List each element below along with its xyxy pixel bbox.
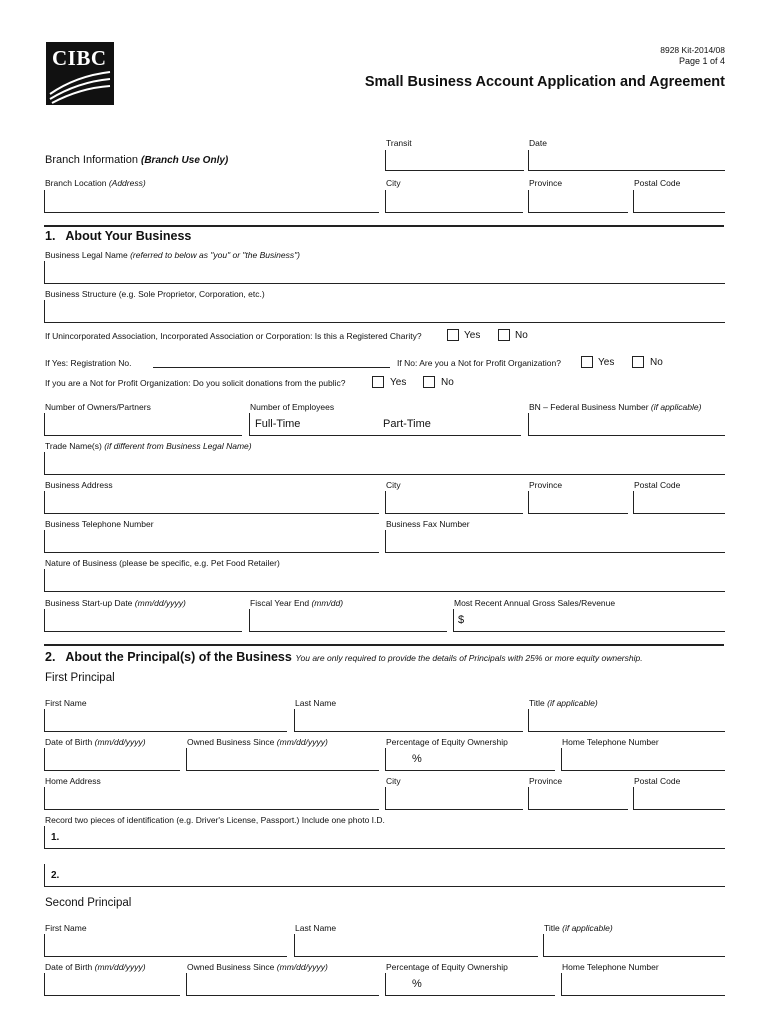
p2-first-name-field[interactable] <box>44 934 287 957</box>
nature-label: Nature of Business (please be specific, e.g. Pet Food Retailer) <box>45 558 280 568</box>
sales-label: Most Recent Annual Gross Sales/Revenue <box>454 598 616 608</box>
charity-no-label: No <box>515 330 528 341</box>
business-address-field[interactable] <box>44 491 379 514</box>
p2-first-name-label: First Name <box>45 923 87 933</box>
business-fax-field[interactable] <box>385 530 725 553</box>
p1-city-label: City <box>386 776 401 786</box>
p1-home-address-label: Home Address <box>45 776 101 786</box>
owners-label: Number of Owners/Partners <box>45 402 151 412</box>
p1-postal-field[interactable] <box>633 787 725 810</box>
p1-title-label <box>529 698 598 708</box>
p2-percent-sign: % <box>412 978 422 990</box>
full-time-label: Full-Time <box>255 418 301 430</box>
p1-owned-since-text: Owned Business Since <box>187 737 275 747</box>
p1-last-name-label: Last Name <box>295 698 337 708</box>
p2-dob-note: (mm/dd/yyyy) <box>94 962 146 972</box>
part-time-label: Part-Time <box>383 418 431 430</box>
donations-yes-label: Yes <box>390 377 407 388</box>
branch-heading <box>45 154 228 166</box>
legal-name-text: Business Legal Name <box>45 250 128 260</box>
p2-equity-label: Percentage of Equity Ownership <box>386 962 508 972</box>
structure-field[interactable] <box>44 300 725 323</box>
employees-label: Number of Employees <box>250 402 335 412</box>
bn-note: (if applicable) <box>650 402 702 412</box>
section-1-rule <box>44 225 724 227</box>
p1-owned-since-label <box>187 737 328 747</box>
p1-percent-sign: % <box>412 753 422 765</box>
donations-question: If you are a Not for Profit Organization: Do you solicit donations from the public? <box>45 378 346 388</box>
p1-id1-number: 1. <box>51 832 60 843</box>
p1-title-note: (if applicable) <box>547 698 598 708</box>
charity-question: If Unincorporated Association, Incorporated Association or Corporation: Is this a Registered Charity? <box>45 331 422 341</box>
branch-province-label: Province <box>529 178 563 188</box>
p2-dob-label <box>45 962 146 972</box>
section-1-title-text: About Your Business <box>65 229 192 243</box>
p1-dob-note: (mm/dd/yyyy) <box>94 737 146 747</box>
p1-home-phone-field[interactable] <box>561 748 725 771</box>
nature-field[interactable] <box>44 569 725 592</box>
charity-no-checkbox[interactable] <box>498 329 510 341</box>
donations-no-label: No <box>441 377 454 388</box>
p2-title-note: (if applicable) <box>562 923 613 933</box>
business-phone-field[interactable] <box>44 530 379 553</box>
p1-dob-label <box>45 737 146 747</box>
business-postal-field[interactable] <box>633 491 725 514</box>
logo-text: CIBC <box>52 46 107 70</box>
page-title: Small Business Account Application and Agreement <box>364 74 725 90</box>
section-2-number: 2. <box>45 650 56 664</box>
p1-postal-label: Postal Code <box>634 776 681 786</box>
fiscal-text: Fiscal Year End <box>250 598 310 608</box>
business-address-label: Business Address <box>45 480 113 490</box>
business-province-field[interactable] <box>528 491 628 514</box>
branch-location-note: (Address) <box>108 178 146 188</box>
p1-dob-text: Date of Birth <box>45 737 93 747</box>
structure-label: Business Structure (e.g. Sole Proprietor, Corporation, etc.) <box>45 289 265 299</box>
fiscal-field[interactable] <box>249 609 447 632</box>
section-1-number: 1. <box>45 229 56 243</box>
fiscal-label <box>250 598 343 608</box>
p2-owned-since-text: Owned Business Since <box>187 962 275 972</box>
trade-name-text: Trade Name(s) <box>45 441 102 451</box>
dollar-sign: $ <box>458 614 465 626</box>
p2-home-phone-label: Home Telephone Number <box>562 962 659 972</box>
legal-name-note: (referred to below as "you" or "the Business") <box>130 250 300 260</box>
startup-field[interactable] <box>44 609 242 632</box>
bn-label <box>529 402 701 412</box>
p2-title-text: Title <box>544 923 560 933</box>
charity-yes-label: Yes <box>464 330 481 341</box>
id-instructions: Record two pieces of identification (e.g. Driver's License, Passport.) Include one photo I.D. <box>45 815 385 825</box>
cibc-logo <box>46 42 114 105</box>
p2-owned-since-note: (mm/dd/yyyy) <box>276 962 328 972</box>
form-code: 8928 Kit-2014/08 <box>660 45 725 55</box>
p1-id1-field[interactable] <box>44 826 725 849</box>
branch-province-field[interactable] <box>528 190 628 213</box>
section-2-title-text: About the Principal(s) of the Business <box>65 650 292 664</box>
nfp-yes-label: Yes <box>598 357 615 368</box>
first-principal-heading: First Principal <box>45 672 115 684</box>
fiscal-note: (mm/dd) <box>311 598 344 608</box>
bn-text: BN – Federal Business Number <box>529 402 649 412</box>
nfp-no-label: No <box>650 357 663 368</box>
second-principal-heading: Second Principal <box>45 897 132 909</box>
branch-postal-field[interactable] <box>633 190 725 213</box>
section-2-title <box>45 650 643 664</box>
p2-home-phone-field[interactable] <box>561 973 725 996</box>
p2-dob-text: Date of Birth <box>45 962 93 972</box>
trade-name-field[interactable] <box>44 452 725 475</box>
transit-label: Transit <box>386 138 412 148</box>
p1-first-name-field[interactable] <box>44 709 287 732</box>
p1-id2-field[interactable] <box>44 864 725 887</box>
p1-owned-since-field[interactable] <box>186 748 379 771</box>
section-1-title <box>45 229 191 243</box>
p1-dob-field[interactable] <box>44 748 180 771</box>
startup-text: Business Start-up Date <box>45 598 133 608</box>
business-fax-label: Business Fax Number <box>386 519 470 529</box>
p2-equity-field[interactable] <box>385 973 555 996</box>
section-2-note: You are only required to provide the details of Principals with 25% or more equity ownership. <box>295 653 643 663</box>
branch-heading-note: (Branch Use Only) <box>141 155 229 166</box>
p1-equity-label: Percentage of Equity Ownership <box>386 737 508 747</box>
section-2-rule <box>44 644 724 646</box>
p1-province-label: Province <box>529 776 563 786</box>
reg-no-label: If Yes: Registration No. <box>45 358 132 368</box>
p1-home-phone-label: Home Telephone Number <box>562 737 659 747</box>
logo-swoosh-icon <box>46 42 114 105</box>
p1-home-address-field[interactable] <box>44 787 379 810</box>
date-field[interactable] <box>528 150 725 171</box>
p1-owned-since-note: (mm/dd/yyyy) <box>276 737 328 747</box>
charity-yes-checkbox[interactable] <box>447 329 459 341</box>
p1-first-name-label: First Name <box>45 698 87 708</box>
bn-field[interactable] <box>528 413 725 436</box>
branch-heading-text: Branch Information <box>45 154 138 166</box>
p1-title-text: Title <box>529 698 545 708</box>
branch-location-field[interactable] <box>44 190 379 213</box>
p2-last-name-label: Last Name <box>295 923 337 933</box>
p2-owned-since-label <box>187 962 328 972</box>
business-city-label: City <box>386 480 401 490</box>
sales-field[interactable] <box>453 609 725 632</box>
transit-field[interactable] <box>385 150 524 171</box>
nfp-yes-checkbox[interactable] <box>581 356 593 368</box>
p2-last-name-field[interactable] <box>294 934 538 957</box>
branch-city-label: City <box>386 178 401 188</box>
p1-equity-field[interactable] <box>385 748 555 771</box>
p2-dob-field[interactable] <box>44 973 180 996</box>
branch-postal-label: Postal Code <box>634 178 681 188</box>
branch-location-text: Branch Location <box>45 178 107 188</box>
startup-note: (mm/dd/yyyy) <box>134 598 186 608</box>
business-postal-label: Postal Code <box>634 480 681 490</box>
branch-location-label <box>45 178 146 188</box>
business-city-field[interactable] <box>385 491 523 514</box>
p2-title-label <box>544 923 613 933</box>
donations-yes-checkbox[interactable] <box>372 376 384 388</box>
page-number: Page 1 of 4 <box>678 56 725 66</box>
p1-province-field[interactable] <box>528 787 628 810</box>
trade-name-note: (if different from Business Legal Name) <box>104 441 252 451</box>
nfp-no-checkbox[interactable] <box>632 356 644 368</box>
nfp-question: If No: Are you a Not for Profit Organization? <box>397 358 561 368</box>
reg-no-field[interactable] <box>153 367 390 368</box>
date-label: Date <box>529 138 547 148</box>
owners-field[interactable] <box>44 413 242 436</box>
p2-owned-since-field[interactable] <box>186 973 379 996</box>
donations-no-checkbox[interactable] <box>423 376 435 388</box>
p2-title-field[interactable] <box>543 934 725 957</box>
p1-id2-number: 2. <box>51 870 60 881</box>
startup-label <box>45 598 186 608</box>
business-phone-label: Business Telephone Number <box>45 519 154 529</box>
business-province-label: Province <box>529 480 563 490</box>
p1-title-field[interactable] <box>528 709 725 732</box>
legal-name-field[interactable] <box>44 261 725 284</box>
branch-city-field[interactable] <box>385 190 523 213</box>
p1-city-field[interactable] <box>385 787 523 810</box>
trade-name-label <box>45 441 252 451</box>
p1-last-name-field[interactable] <box>294 709 523 732</box>
legal-name-label <box>45 250 300 260</box>
